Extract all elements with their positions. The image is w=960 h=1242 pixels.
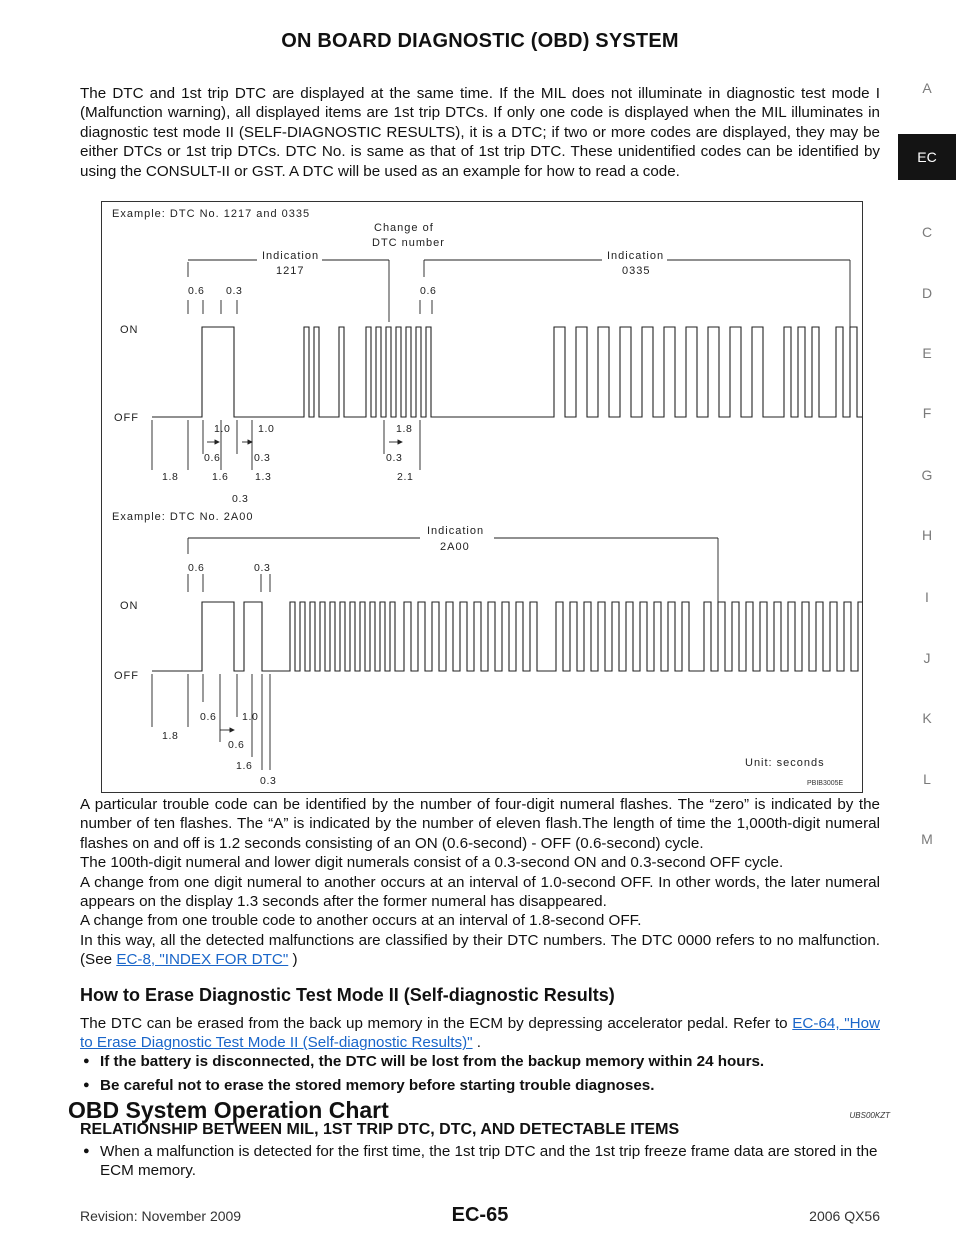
dim-2-1-label: 2.1 (397, 471, 414, 483)
timing-diagram-svg (102, 202, 862, 792)
dtc-number-label: DTC number (372, 237, 445, 249)
dim-0-6-label: 0.6 (188, 562, 205, 574)
bullet-dot-icon: ● (83, 1145, 90, 1157)
section-tab-a[interactable]: A (922, 80, 932, 96)
index-for-dtc-link[interactable]: EC-8, "INDEX FOR DTC" (116, 951, 289, 969)
dim-1-6-label: 1.6 (212, 471, 229, 483)
para-digit-change: A change from one digit numeral to another occurs at an interval of 1.0-second OFF. In other words, the later numeral appears on the display 1.3 seconds after the former numeral has disappeared. (80, 873, 880, 911)
para-index (80, 931, 880, 970)
section-tab-h[interactable]: H (921, 527, 933, 543)
intro-text: The DTC and 1st trip DTC are displayed at the same time. If the MIL does not illuminate in diagnostic test mode I (Malfunction warning), all displayed items are 1st trip DTCs. If only one code is displayed when the MIL illuminates in diagnostic test mode II (SELF-DIAGNOSTIC RESULTS), it is a DTC; if two or more codes are displayed, they may be either DTCs or 1st trip DTCs. DTC No. is same as that of 1st trip DTC. These unidentified codes can be identified by using the CONSULT-II or GST. A DTC will be used as an example for how to read a code. (80, 85, 880, 180)
bottom-dimension-ticks-1 (152, 420, 420, 470)
dim-1-8-label: 1.8 (162, 471, 179, 483)
index-text-suffix: ) (288, 951, 298, 969)
page-title: ON BOARD DIAGNOSTIC (OBD) SYSTEM (281, 30, 679, 52)
change-of-label: Change of (374, 222, 434, 234)
erase-text-suffix: . (472, 1034, 482, 1052)
dim-0-3-label: 0.3 (260, 775, 277, 787)
off-label-2: OFF (114, 670, 139, 682)
para-digit-flashes: A particular trouble code can be identified by the number of four-digit numeral flashes. The “zero” is indicated by the number of ten flashes. The “A” is indicated by the number of eleven flash.The length of time the 1,000th-digit numeral flashes on and off is 1.2 seconds consisting of an ON (0.6-second) - OFF (0.6-second) cycle. (80, 796, 880, 852)
para-code-change: A change from one trouble code to another occurs at an interval of 1.8-second OFF. (80, 912, 642, 930)
example2-title: Example: DTC No. 2A00 (112, 511, 254, 523)
waveform-dtc-2A00 (152, 602, 862, 671)
top-dimension-ticks-2 (188, 574, 270, 592)
bullet-careful-text: Be careful not to erase the stored memory before starting trouble diagnoses. (100, 1077, 655, 1094)
dim-1-0-label: 1.0 (242, 711, 259, 723)
after-diagram-paragraphs (80, 795, 880, 970)
figure-code: PBIB3005E (807, 780, 844, 787)
section-tab-ec[interactable]: EC (898, 134, 956, 180)
dim-0-6-label: 0.6 (188, 285, 205, 297)
dim-1-6-label: 1.6 (236, 760, 253, 772)
dim-0-3-label: 0.3 (232, 493, 249, 505)
bullet-malfunction-text: When a malfunction is detected for the first time, the 1st trip DTC and the 1st trip freeze frame data are stored in the ECM memory. (100, 1143, 878, 1180)
bullet-malfunction (80, 1142, 880, 1181)
top-dimension-ticks-1 (188, 300, 432, 314)
section-tab-f[interactable]: F (922, 405, 932, 421)
dim-0-6-label: 0.6 (420, 285, 437, 297)
section-tab-e[interactable]: E (922, 345, 932, 361)
erase-heading: How to Erase Diagnostic Test Mode II (Self-diagnostic Results) (80, 985, 615, 1005)
bullet-dot-icon: ● (83, 1055, 90, 1067)
section-tab-k[interactable]: K (922, 710, 932, 726)
code-0335-label: 0335 (622, 265, 651, 277)
dim-1-8-label: 1.8 (396, 423, 413, 435)
erase-text-prefix: The DTC can be erased from the back up memory in the ECM by depressing accelerator pedal. Refer to (80, 1015, 793, 1032)
dim-0-6-label: 0.6 (228, 739, 245, 751)
section-tab-g[interactable]: G (921, 467, 933, 483)
dim-0-3-label: 0.3 (226, 285, 243, 297)
off-label-1: OFF (114, 412, 139, 424)
dtc-flash-timing-diagram (101, 201, 863, 793)
unit-label: Unit: seconds (745, 757, 825, 769)
indication-2A00-label: Indication (427, 525, 485, 537)
dim-1-0-label: 1.0 (214, 423, 231, 435)
footer-model: 2006 QX56 (809, 1208, 880, 1224)
dim-1-8-label: 1.8 (162, 730, 179, 742)
dim-0-3-label: 0.3 (386, 452, 403, 464)
bullet-battery-text: If the battery is disconnected, the DTC will be lost from the backup memory within 24 hours. (100, 1053, 765, 1070)
section-tab-l[interactable]: L (923, 771, 931, 787)
dim-0-6-label: 0.6 (204, 452, 221, 464)
dim-1-3-label: 1.3 (255, 471, 272, 483)
footer-revision: Revision: November 2009 (80, 1208, 242, 1224)
para-100th-digit: The 100th-digit numeral and lower digit numerals consist of a 0.3-second ON and 0.3-second OFF cycle. (80, 854, 784, 872)
index-text-prefix: In this way, all the detected malfunctions are classified by their DTC numbers. The DTC 0000 refers to no malfunction. (See (80, 931, 880, 969)
erase-paragraph (80, 1014, 880, 1053)
on-label-1: ON (120, 324, 139, 336)
footer-page-number: EC-65 (451, 1204, 509, 1226)
section-tab-j[interactable]: J (923, 650, 931, 666)
indication-1217-label: Indication (262, 250, 320, 262)
chart-code: UBS00KZT (849, 1111, 890, 1120)
section-tab-i[interactable]: I (925, 589, 929, 605)
chart-heading: OBD System Operation Chart (68, 1097, 389, 1123)
section-tab-m[interactable]: M (921, 831, 933, 847)
code-1217-label: 1217 (276, 265, 305, 277)
section-tab-c[interactable]: C (921, 224, 933, 240)
dim-0-6-label: 0.6 (200, 711, 217, 723)
bullet-careful (80, 1076, 880, 1095)
example1-title: Example: DTC No. 1217 and 0335 (112, 208, 311, 220)
dim-1-0-label: 1.0 (258, 423, 275, 435)
intro-paragraph (80, 84, 880, 181)
bullet-dot-icon: ● (83, 1079, 90, 1091)
erase-procedure-link[interactable]: EC-64, "How to Erase Diagnostic Test Mode II (Self-diagnostic Results)" (80, 1015, 880, 1052)
on-label-2: ON (120, 600, 139, 612)
section-tab-d[interactable]: D (921, 285, 933, 301)
dim-0-3-label: 0.3 (254, 562, 271, 574)
code-2A00-label: 2A00 (440, 541, 470, 553)
relationship-heading: RELATIONSHIP BETWEEN MIL, 1ST TRIP DTC, DTC, AND DETECTABLE ITEMS (80, 1121, 680, 1138)
dim-0-3-label: 0.3 (254, 452, 271, 464)
bullet-battery (80, 1052, 880, 1071)
indication-0335-label: Indication (607, 250, 665, 262)
waveform-dtc-1217-0335 (152, 327, 862, 417)
